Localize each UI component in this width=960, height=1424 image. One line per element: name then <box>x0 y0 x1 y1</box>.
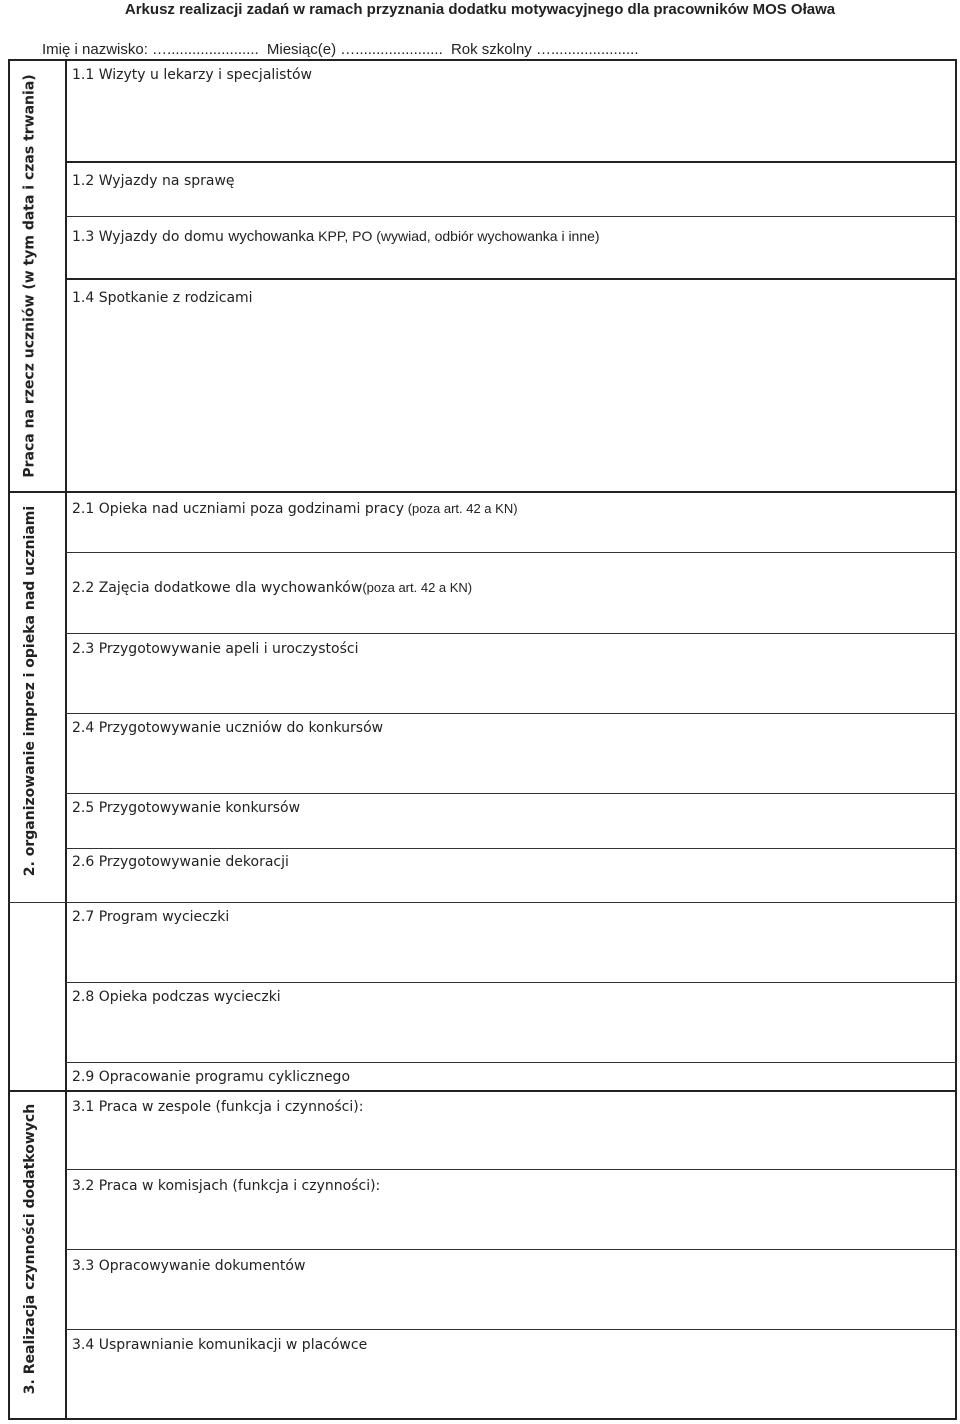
task-item-3-4: 3.4 Usprawnianie komunikacji w placówce <box>72 1337 368 1353</box>
table-border-top <box>8 59 957 61</box>
document-title: Arkusz realizacji zadań w ramach przyznania dodatku motywacyjnego dla pracowników MOS Oława <box>124 1 836 18</box>
section-divider-1 <box>8 491 957 493</box>
name-field-label: Imię i nazwisko: …...................... <box>42 41 259 58</box>
task-item-2-1: 2.1 Opieka nad uczniami poza godzinami pracy (poza art. 42 a KN) <box>72 501 518 517</box>
task-item-2-5: 2.5 Przygotowywanie konkursów <box>72 800 301 816</box>
task-item-1-2: 1.2 Wyjazdy na sprawę <box>72 173 235 189</box>
row-divider <box>65 793 957 794</box>
row-divider <box>8 902 957 903</box>
row-divider <box>65 1169 957 1170</box>
row-divider <box>65 552 957 553</box>
row-divider <box>65 633 957 634</box>
section-divider-2 <box>8 1090 957 1092</box>
row-divider <box>65 1062 957 1063</box>
row-divider <box>65 713 957 714</box>
section-label-3: 3. Realizacja czynności dodatkowych <box>22 1103 39 1394</box>
row-divider <box>65 216 957 217</box>
row-divider <box>65 278 957 280</box>
task-item-2-6: 2.6 Przygotowywanie dekoracji <box>72 854 289 870</box>
task-item-2-9: 2.9 Opracowanie programu cyklicznego <box>72 1069 351 1085</box>
table-border-right <box>955 59 957 1420</box>
row-divider <box>65 982 957 983</box>
table-column-divider <box>65 59 67 1420</box>
task-item-2-8: 2.8 Opieka podczas wycieczki <box>72 989 281 1005</box>
row-divider <box>65 161 957 163</box>
task-item-2-4: 2.4 Przygotowywanie uczniów do konkursów <box>72 720 384 736</box>
task-item-2-2: 2.2 Zajęcia dodatkowe dla wychowanków(poza art. 42 a KN) <box>72 580 473 596</box>
task-item-1-4: 1.4 Spotkanie z rodzicami <box>72 290 253 306</box>
school-year-field-label: Rok szkolny …..................... <box>450 41 639 58</box>
table-border-bottom <box>8 1418 957 1420</box>
section-label-2: 2. organizowanie imprez i opieka nad uczniami <box>22 505 38 876</box>
row-divider <box>65 1249 957 1250</box>
task-item-2-7: 2.7 Program wycieczki <box>72 909 230 925</box>
task-item-3-3: 3.3 Opracowywanie dokumentów <box>72 1258 306 1274</box>
header-fields <box>42 40 642 60</box>
task-item-1-3: 1.3 Wyjazdy do domu wychowanka KPP, PO (wywiad, odbiór wychowanka i inne) <box>72 228 600 245</box>
task-item-3-2: 3.2 Praca w komisjach (funkcja i czynności): <box>72 1178 381 1194</box>
section-label-1: Praca na rzecz uczniów (w tym data i czas trwania) <box>22 74 39 478</box>
task-item-1-1: 1.1 Wizyty u lekarzy i specjalistów <box>72 67 312 83</box>
task-item-3-1: 3.1 Praca w zespole (funkcja i czynności): <box>72 1099 364 1115</box>
row-divider <box>65 848 957 849</box>
task-item-2-3: 2.3 Przygotowywanie apeli i uroczystości <box>72 641 359 657</box>
month-field-label: Miesiąc(e) …..................... <box>266 41 443 58</box>
row-divider <box>65 1329 957 1330</box>
